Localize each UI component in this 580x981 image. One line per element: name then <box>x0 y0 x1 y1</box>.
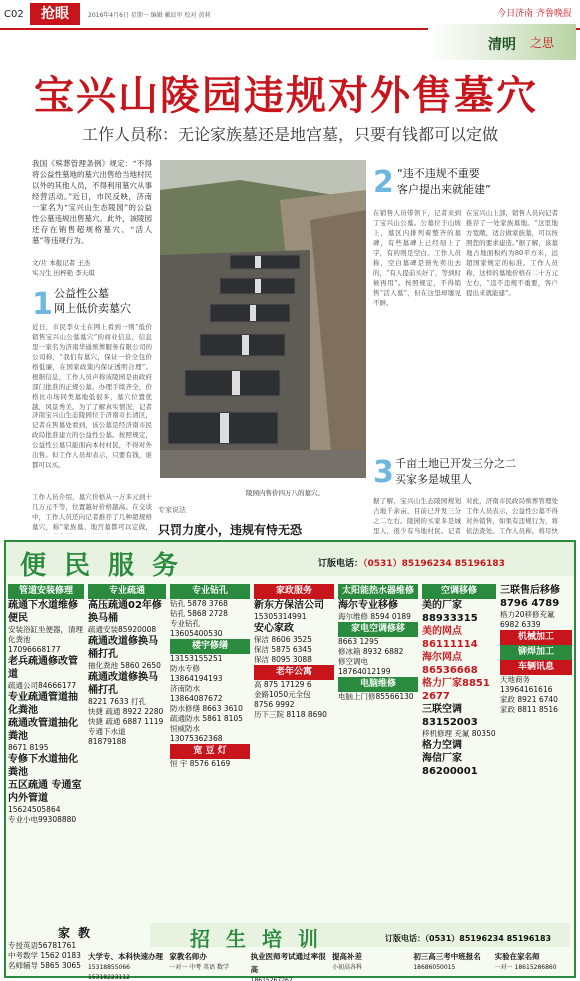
ad-item: 电脑上门修85566130 <box>338 692 414 701</box>
ad-item: 一对一 18615286860 <box>494 964 557 971</box>
photo-caption: 陵园内售价四万八的墓穴。 <box>246 489 324 497</box>
ad-item: 历下三院 8118 8690 <box>254 710 327 719</box>
ad-category: 电脑维修 <box>338 677 418 692</box>
ad-category: 管道安装修理 <box>8 584 84 599</box>
ad-item: 家政 8921 6740 <box>500 695 558 704</box>
headline: 宝兴山陵园违规对外售墓穴 <box>34 73 538 119</box>
ad-item: 疏通改道修换马桶打孔 <box>88 672 158 696</box>
ad-item: 恒威防水 13075362368 <box>170 724 223 743</box>
ad-item: 专业疏通管道抽化粪池 <box>8 692 78 716</box>
ad-item: 15624505864 <box>8 805 61 814</box>
ad-item: 名师辅导 5865 3065 <box>8 961 81 970</box>
ad-item: 8756 9992 <box>254 700 295 709</box>
ad-item: 13153155251 <box>170 654 223 663</box>
body-text: 在宝兴山上部，销售人员向记者推荐了一处家族墓地。“这里地方宽敞，适合做家族墓，可以按照您的要求建造。”据了解，该墓地占地面积约为80平方米，远超国家规定的标准。工作人员称，这样的墓地价格在二十万元左右，“违不违规不重要，客户提出来就能建”。 <box>466 209 558 297</box>
ad-column <box>254 584 334 720</box>
section-title-line: 千亩土地已开发三分之二 <box>395 457 516 470</box>
ad-item: 安心家政 <box>254 623 294 634</box>
ad-item: 金路1050元全包 <box>254 690 311 699</box>
ad-hotline-label: 订版电话： <box>318 559 364 569</box>
ad-item: 防水专修13864194193 <box>170 664 223 683</box>
tutor-title: 家教 <box>57 926 98 940</box>
ad-column <box>8 584 84 825</box>
training-ads <box>88 950 572 981</box>
ad-item: 专业钻孔13605400530 <box>170 619 223 638</box>
ad-item: 海信厂家86200001 <box>422 753 478 777</box>
subheadline: 工作人员称：无论家族墓还是地宫墓，只要有钱都可以定做 <box>81 125 498 144</box>
ad-item: 18615267262 <box>250 977 293 981</box>
ad-item: 保洁 5875 6345 <box>254 645 312 654</box>
ad-item: 保洁 8606 3525 <box>254 635 312 644</box>
ad-item: 疏通下水道维修便民 <box>8 600 78 624</box>
ad-category: 专业疏通 <box>88 584 166 599</box>
ad-category: 楼宇修缮 <box>170 639 250 654</box>
byline-line: 文/片 本报记者 王杰 <box>32 259 91 267</box>
ad-item: 海尔专业移修 <box>338 600 398 611</box>
page-number: C02 <box>4 9 24 20</box>
ad-item: 海尔网点86536668 <box>422 652 478 676</box>
ad-item: 疏通防水 5861 8105 <box>170 714 243 723</box>
ad-item: 8221 7633 打孔 <box>88 697 146 706</box>
ad-column <box>170 584 250 769</box>
ad-item: 实验在家名师 <box>494 952 540 961</box>
ad-category: 车辆讯息 <box>500 660 572 675</box>
qingming-mark: 之思 <box>530 36 555 50</box>
ad-category: 老年公寓 <box>254 665 334 680</box>
lede-paragraph: 我国《殡葬管理条例》规定：“不得将公益性墓地的墓穴出售给当地村民以外的其他人员，不得利用墓穴从事经营活动。”近日，市民反映，济南一家名为“宝兴山生态陵园”的公益性公墓违规出售墓穴。此外，该陵园还存在销售超规格墓穴、“活人墓”等违规行为。 <box>32 159 152 245</box>
ad-item: 初三高三考中班报名 <box>413 952 481 961</box>
issue-info: 2016年4月6日 星期一 编辑 戴辰军 校对 黄莉 <box>88 12 211 19</box>
ad-hotline <box>318 556 505 569</box>
body-text: 近日，市民李女士在网上看到一则“低价销售宝兴山公墓墓穴”的商业信息，信息里一家名为济南华通殡葬服务有限公司的公司称，“我们有墓穴，保证一价全包价格低廉，在国家政策内保证透明合理”。根据信息，工作人员声称该陵园是由政府部门批准的正规公墓，办理手续齐全，价格比市场同类墓地低很多，墓穴位置优越，风景秀美。为了了解真实情况，记者 <box>32 323 152 410</box>
ad-category: 空调移修 <box>422 584 496 599</box>
ad-category: 机械加工 <box>500 630 572 645</box>
ad-item: 老兵疏通修改管道 <box>8 656 78 680</box>
ad-item: 天地商务13964161616 <box>500 675 553 694</box>
ad-item: 移机修理 充氟 80350 <box>422 729 496 738</box>
section-number: 3 <box>373 455 394 490</box>
ad-item: 三联售后移修 <box>500 585 560 596</box>
expert-opinion-box <box>158 505 370 538</box>
ad-item: 15305314991 <box>254 612 307 621</box>
ad-item: 疏通安装85920008 <box>88 625 157 634</box>
ad-item: 家教名师办 <box>169 952 207 961</box>
ad-item: 15318855066 15318223112 <box>88 964 130 981</box>
qingming-title: 清明 <box>488 37 516 53</box>
training-ad <box>413 950 490 981</box>
ad-column <box>338 584 418 702</box>
ad-category: 专业钻孔 <box>170 584 250 599</box>
expert-tag: 专家说法 <box>158 506 186 514</box>
body-text: 据了解，宝兴山生态陵园规划占地千余亩，目前已开发三分之二左右。陵园的买家多是城里人，很少有当地村民。记者 <box>373 497 461 535</box>
newspaper-brand: 今日济南 齐鲁晚报 <box>497 9 572 19</box>
ad-item: 抽化粪池 5860 2650 <box>88 661 161 670</box>
ad-item: 防水修缮 8663 3610 <box>170 704 243 713</box>
ad-category: 家电空调修移 <box>338 622 418 637</box>
training-ad <box>251 950 328 981</box>
ad-item: 执业医师考试通过率很高 <box>250 952 326 974</box>
ad-banner-title: 便民服务 <box>20 551 197 581</box>
ad-column <box>422 584 496 778</box>
section-2-heading <box>373 166 557 202</box>
body-text: 对此，济南市民政局殡葬管理处工作人员表示，公益性公墓不得对外销售，如果有违规行为，将依法查处。工作人员称，将尽快 <box>466 497 558 535</box>
section-3-heading <box>373 456 557 490</box>
body-text: 济南宝兴山生态陵园位于济南市长清区，记者在售墓处看到，该公墓是经济南市民政局批准建立的公益性公墓。按照规定，公益性公墓只能面向本村村民，不得对外出售。但工作人员却表示，只要有钱，谁都可以买。 <box>32 411 152 469</box>
training-title: 招生培训 <box>190 927 334 951</box>
ad-item: 一对一 中考 英语 数学 <box>169 964 230 971</box>
ad-item: 疏通改管道抽化粪池 <box>8 718 78 742</box>
training-ad <box>332 950 409 981</box>
ad-item: 新东方保洁公司 <box>254 600 324 611</box>
ad-item: 8663 1295 <box>338 637 379 646</box>
ad-item: 疏通改道修换马桶打孔 <box>88 636 158 660</box>
ad-item: 修冰箱 8932 6882 <box>338 647 404 656</box>
ad-item: 高压疏通02年修换马桶 <box>88 600 162 624</box>
ad-item: 快捷 疏通 6887 1119 <box>88 717 164 726</box>
ad-category: 太阳能热水器维修 <box>338 584 418 599</box>
ad-item: 钻孔 5878 3768 <box>170 599 228 608</box>
column-tag: 抢眼 <box>30 3 80 25</box>
ad-item: 疏通公司84666177 <box>8 681 77 690</box>
ad-item: 安装浴缸坐便器，清理化粪池 <box>8 625 83 644</box>
ad-item: 专业小电99308880 <box>8 815 77 824</box>
ad-item: 海尔维修 8594 0189 <box>338 612 411 621</box>
ad-item: 美的网点86111114 <box>422 626 478 650</box>
ad-item: 济南防水13864087672 <box>170 684 223 703</box>
ad-item: 格力20移修充氟 <box>500 610 555 619</box>
ad-item: 提高补差 <box>331 952 362 961</box>
ad-item: 三联空调83152003 <box>422 704 478 728</box>
ad-category: 铆焊加工 <box>500 645 572 660</box>
section-title-line: 公益性公墓 <box>54 287 109 300</box>
training-ad <box>169 950 246 981</box>
ad-item: 小初高各科 <box>331 964 362 971</box>
ad-item: 8671 8195 <box>8 743 49 752</box>
ad-item: 17096668177 <box>8 645 61 654</box>
cemetery-photo <box>160 160 366 495</box>
section-number: 2 <box>373 165 394 200</box>
ad-item: 8796 4789 <box>500 598 560 609</box>
body-text: 工作人员介绍，墓穴价格从一万多元到十几万元不等，位置越好价格越高。在交谈中，工作人员还向记者推荐了几种超规格墓穴，称“家族墓、地宫墓都可以定做， <box>32 493 152 531</box>
ad-item: 保洁 8095 3088 <box>254 655 312 664</box>
byline-line: 实习生 田梓艳 李天琪 <box>32 269 95 277</box>
training-ad <box>495 950 572 981</box>
ad-hotline-numbers: （0531）85196234 85196183 <box>363 559 505 569</box>
section-title-line: 网上低价卖墓穴 <box>54 302 131 315</box>
ad-item: 专通下水道 81879188 <box>88 727 127 746</box>
ad-item: 美的厂家88933315 <box>422 600 478 624</box>
section-title-line: 客户提出来就能建” <box>397 183 491 196</box>
ad-item: 格力空调 <box>422 740 462 751</box>
ad-category: 宽 豆 灯 <box>170 744 250 759</box>
ad-category: 家政服务 <box>254 584 334 599</box>
ad-item: 钻孔 5868 2728 <box>170 609 228 618</box>
ad-item: 格力厂家8851 2677 <box>422 678 490 702</box>
expert-title: 只罚力度小，违规有恃无恐 <box>158 523 303 537</box>
section-1-heading <box>32 286 156 322</box>
ad-item: 18686050015 <box>413 964 456 971</box>
ad-item: 修空调电18764012199 <box>338 657 391 676</box>
ad-item: 高 875 17129 6 <box>254 680 312 689</box>
ad-item: 中考数学 1562 0183 <box>8 951 81 960</box>
ad-column <box>500 584 572 715</box>
training-hotline: 订版电话：（0531）85196234 85196183 <box>385 934 552 943</box>
ad-item: 大学专、本科快速办理 <box>88 952 163 961</box>
ad-item: 五区疏通 专通室内外管道 <box>8 780 82 804</box>
training-ad <box>88 950 165 981</box>
ad-item: 6982 6339 <box>500 620 541 629</box>
ad-item: 专授英语56781761 <box>8 941 77 950</box>
cemetery-photo-graphic <box>160 160 366 495</box>
section-number: 1 <box>32 287 53 322</box>
ad-item: 家政 8811 8516 <box>500 705 558 714</box>
section-title-line: “违不违规不重要 <box>397 167 480 180</box>
body-text: 在销售人员带领下，记者来到了宝兴山公墓。公墓位于山坡上，墓区内排列着整齐的墓碑，有些墓碑上已经刻上了字，有的则是空白。工作人员称，空白墓碑是预先卖出去的，“有人提前买好了，等到时候再用”。按照规定，不得销售“活人墓”，但在这里却屡见不鲜。 <box>373 209 461 307</box>
ad-item: 专修下水道抽化粪池 <box>8 754 78 778</box>
ad-item: 恒 宇 8576 6169 <box>170 759 231 768</box>
section-title-line: 买家多是城里人 <box>395 473 472 486</box>
ad-column <box>88 584 166 747</box>
ad-item: 快捷 疏通 8922 2280 <box>88 707 164 716</box>
byline <box>32 258 152 278</box>
